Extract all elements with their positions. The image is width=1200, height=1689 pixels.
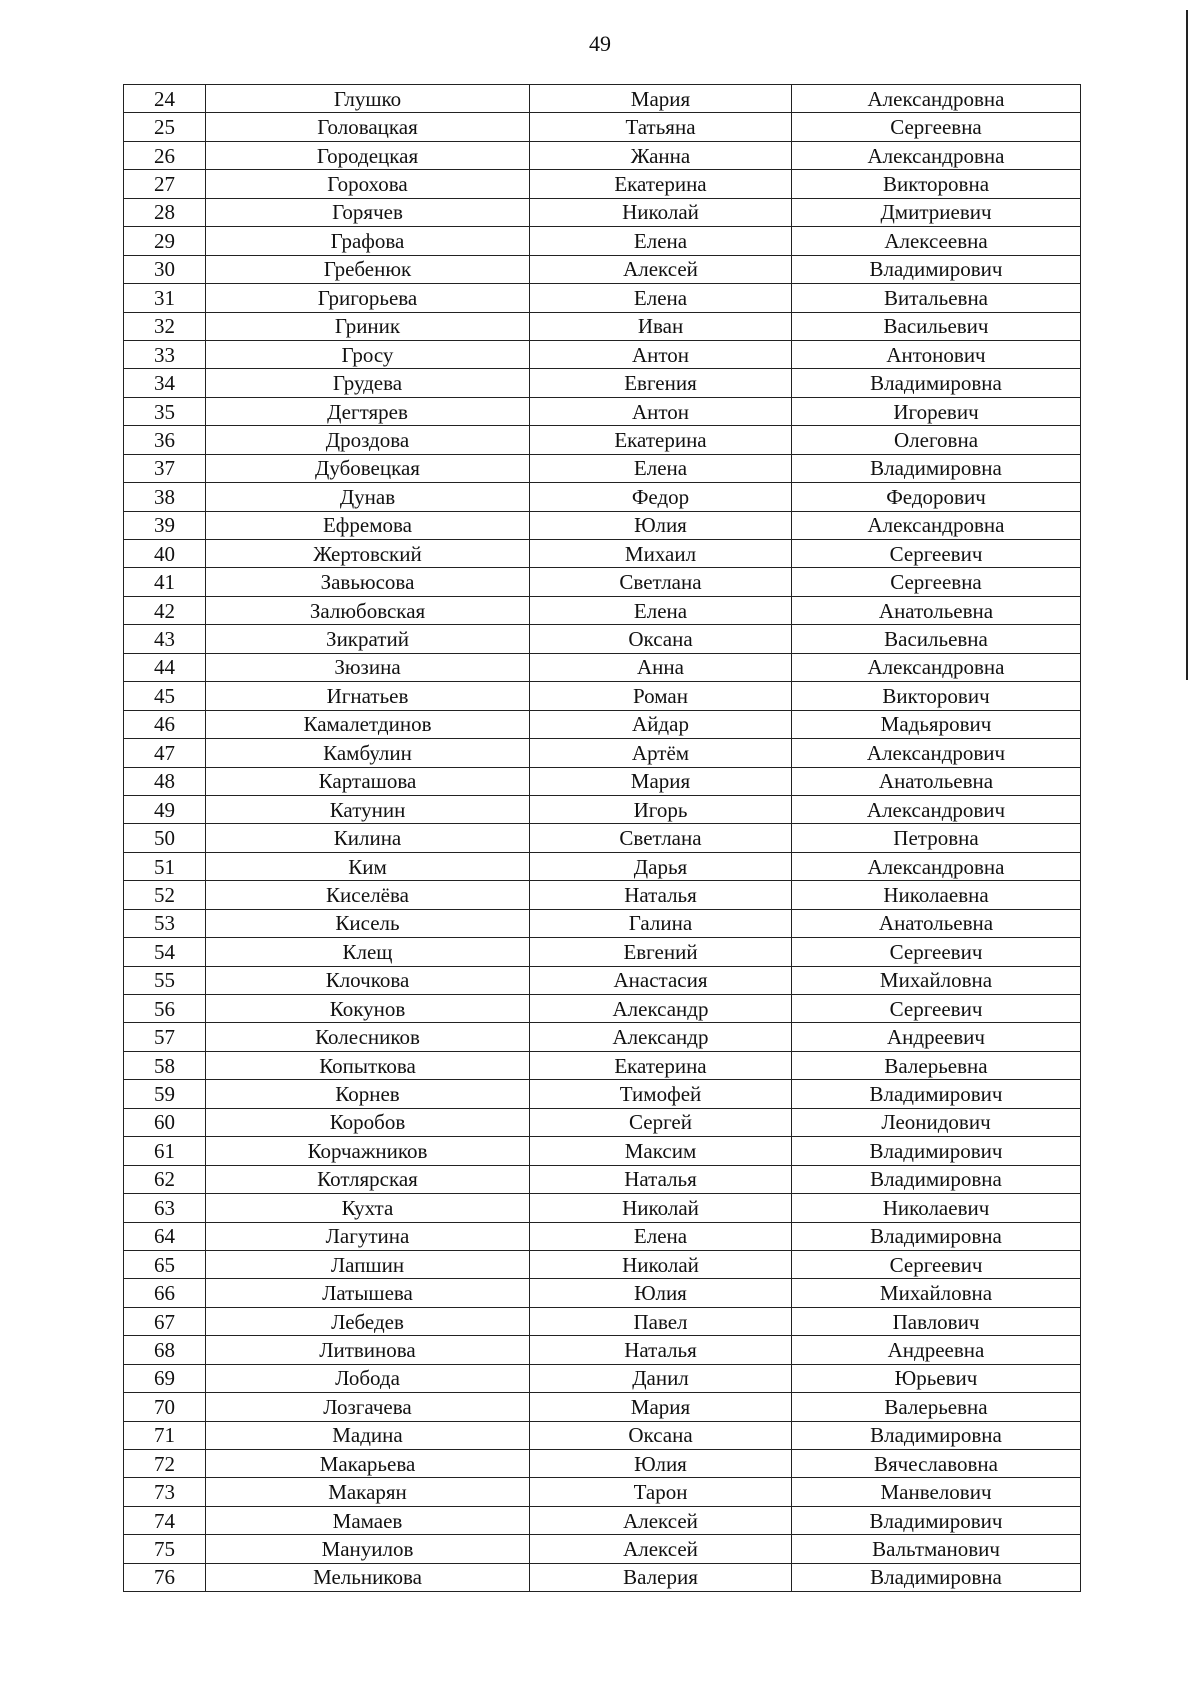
- patronymic-cell: Анатольевна: [792, 909, 1081, 937]
- table-row: [124, 1336, 1081, 1364]
- row-number-cell: 50: [124, 824, 206, 852]
- row-number-cell: 30: [124, 255, 206, 283]
- table-row: [124, 1450, 1081, 1478]
- table-row: [124, 540, 1081, 568]
- row-number-cell: 48: [124, 767, 206, 795]
- last-name-cell: Игнатьев: [206, 682, 530, 710]
- patronymic-cell: Васильевна: [792, 625, 1081, 653]
- table-row: [124, 1250, 1081, 1278]
- row-number-cell: 53: [124, 909, 206, 937]
- last-name-cell: Дегтярев: [206, 397, 530, 425]
- last-name-cell: Камалетдинов: [206, 710, 530, 738]
- first-name-cell: Екатерина: [530, 426, 792, 454]
- last-name-cell: Килина: [206, 824, 530, 852]
- last-name-cell: Карташова: [206, 767, 530, 795]
- table-row: [124, 1307, 1081, 1335]
- first-name-cell: Оксана: [530, 625, 792, 653]
- table-row: [124, 170, 1081, 198]
- last-name-cell: Колесников: [206, 1023, 530, 1051]
- table-row: [124, 312, 1081, 340]
- table-row: [124, 198, 1081, 226]
- first-name-cell: Александр: [530, 995, 792, 1023]
- first-name-cell: Мария: [530, 1393, 792, 1421]
- last-name-cell: Кухта: [206, 1194, 530, 1222]
- row-number-cell: 68: [124, 1336, 206, 1364]
- row-number-cell: 76: [124, 1563, 206, 1591]
- patronymic-cell: Владимировна: [792, 369, 1081, 397]
- table-row: [124, 1051, 1081, 1079]
- patronymic-cell: Владимирович: [792, 255, 1081, 283]
- table-row: [124, 568, 1081, 596]
- last-name-cell: Зикратий: [206, 625, 530, 653]
- first-name-cell: Мария: [530, 85, 792, 113]
- names-table: [123, 84, 1081, 1592]
- row-number-cell: 42: [124, 596, 206, 624]
- row-number-cell: 47: [124, 739, 206, 767]
- page-number: 49: [589, 31, 611, 56]
- table-row: [124, 653, 1081, 681]
- patronymic-cell: Васильевич: [792, 312, 1081, 340]
- patronymic-cell: Сергеевна: [792, 113, 1081, 141]
- table-row: [124, 824, 1081, 852]
- last-name-cell: Грудева: [206, 369, 530, 397]
- first-name-cell: Артём: [530, 739, 792, 767]
- table-row: [124, 938, 1081, 966]
- table-row: [124, 767, 1081, 795]
- patronymic-cell: Александровна: [792, 511, 1081, 539]
- first-name-cell: Светлана: [530, 824, 792, 852]
- row-number-cell: 57: [124, 1023, 206, 1051]
- first-name-cell: Екатерина: [530, 1051, 792, 1079]
- row-number-cell: 60: [124, 1108, 206, 1136]
- first-name-cell: Елена: [530, 284, 792, 312]
- table-row: [124, 625, 1081, 653]
- patronymic-cell: Александровна: [792, 653, 1081, 681]
- first-name-cell: Николай: [530, 198, 792, 226]
- row-number-cell: 74: [124, 1506, 206, 1534]
- first-name-cell: Елена: [530, 454, 792, 482]
- last-name-cell: Копыткова: [206, 1051, 530, 1079]
- patronymic-cell: Владимировна: [792, 454, 1081, 482]
- row-number-cell: 31: [124, 284, 206, 312]
- first-name-cell: Елена: [530, 1222, 792, 1250]
- patronymic-cell: Викторович: [792, 682, 1081, 710]
- patronymic-cell: Владимирович: [792, 1137, 1081, 1165]
- table-row: [124, 1478, 1081, 1506]
- row-number-cell: 55: [124, 966, 206, 994]
- table-row: [124, 852, 1081, 880]
- row-number-cell: 24: [124, 85, 206, 113]
- row-number-cell: 40: [124, 540, 206, 568]
- first-name-cell: Алексей: [530, 1535, 792, 1563]
- last-name-cell: Дроздова: [206, 426, 530, 454]
- last-name-cell: Жертовский: [206, 540, 530, 568]
- table-row: [124, 397, 1081, 425]
- first-name-cell: Наталья: [530, 1336, 792, 1364]
- last-name-cell: Кисель: [206, 909, 530, 937]
- table-row: [124, 1421, 1081, 1449]
- table-row: [124, 966, 1081, 994]
- last-name-cell: Дунав: [206, 483, 530, 511]
- last-name-cell: Дубовецкая: [206, 454, 530, 482]
- table-row: [124, 1279, 1081, 1307]
- patronymic-cell: Алексеевна: [792, 227, 1081, 255]
- last-name-cell: Городецкая: [206, 141, 530, 169]
- last-name-cell: Киселёва: [206, 881, 530, 909]
- table-row: [124, 511, 1081, 539]
- patronymic-cell: Николаевна: [792, 881, 1081, 909]
- first-name-cell: Тимофей: [530, 1080, 792, 1108]
- table-row: [124, 739, 1081, 767]
- first-name-cell: Алексей: [530, 255, 792, 283]
- table-row: [124, 596, 1081, 624]
- first-name-cell: Юлия: [530, 1279, 792, 1307]
- patronymic-cell: Владимировна: [792, 1222, 1081, 1250]
- first-name-cell: Наталья: [530, 881, 792, 909]
- last-name-cell: Ефремова: [206, 511, 530, 539]
- last-name-cell: Корнев: [206, 1080, 530, 1108]
- table-row: [124, 255, 1081, 283]
- table-row: [124, 1393, 1081, 1421]
- patronymic-cell: Андреевна: [792, 1336, 1081, 1364]
- row-number-cell: 46: [124, 710, 206, 738]
- last-name-cell: Макарьева: [206, 1450, 530, 1478]
- patronymic-cell: Сергеевич: [792, 1250, 1081, 1278]
- last-name-cell: Гребенюк: [206, 255, 530, 283]
- patronymic-cell: Владимировна: [792, 1563, 1081, 1591]
- row-number-cell: 59: [124, 1080, 206, 1108]
- patronymic-cell: Леонидович: [792, 1108, 1081, 1136]
- table-row: [124, 682, 1081, 710]
- table-row: [124, 1165, 1081, 1193]
- names-table-body: [124, 85, 1081, 1592]
- first-name-cell: Валерия: [530, 1563, 792, 1591]
- last-name-cell: Катунин: [206, 795, 530, 823]
- row-number-cell: 69: [124, 1364, 206, 1392]
- first-name-cell: Игорь: [530, 795, 792, 823]
- last-name-cell: Лозгачева: [206, 1393, 530, 1421]
- table-row: [124, 113, 1081, 141]
- last-name-cell: Корчажников: [206, 1137, 530, 1165]
- patronymic-cell: Антонович: [792, 340, 1081, 368]
- last-name-cell: Гросу: [206, 340, 530, 368]
- patronymic-cell: Витальевна: [792, 284, 1081, 312]
- patronymic-cell: Александровна: [792, 852, 1081, 880]
- row-number-cell: 25: [124, 113, 206, 141]
- table-row: [124, 1563, 1081, 1591]
- row-number-cell: 63: [124, 1194, 206, 1222]
- last-name-cell: Залюбовская: [206, 596, 530, 624]
- last-name-cell: Григорьева: [206, 284, 530, 312]
- row-number-cell: 72: [124, 1450, 206, 1478]
- patronymic-cell: Александрович: [792, 795, 1081, 823]
- last-name-cell: Клещ: [206, 938, 530, 966]
- first-name-cell: Александр: [530, 1023, 792, 1051]
- patronymic-cell: Михайловна: [792, 1279, 1081, 1307]
- last-name-cell: Мамаев: [206, 1506, 530, 1534]
- last-name-cell: Мануилов: [206, 1535, 530, 1563]
- table-row: [124, 1108, 1081, 1136]
- first-name-cell: Юлия: [530, 1450, 792, 1478]
- table-row: [124, 85, 1081, 113]
- row-number-cell: 28: [124, 198, 206, 226]
- first-name-cell: Татьяна: [530, 113, 792, 141]
- table-row: [124, 454, 1081, 482]
- first-name-cell: Юлия: [530, 511, 792, 539]
- first-name-cell: Мария: [530, 767, 792, 795]
- last-name-cell: Мадина: [206, 1421, 530, 1449]
- first-name-cell: Павел: [530, 1307, 792, 1335]
- first-name-cell: Анна: [530, 653, 792, 681]
- table-row: [124, 426, 1081, 454]
- last-name-cell: Зюзина: [206, 653, 530, 681]
- last-name-cell: Коробов: [206, 1108, 530, 1136]
- last-name-cell: Камбулин: [206, 739, 530, 767]
- table-row: [124, 227, 1081, 255]
- last-name-cell: Лапшин: [206, 1250, 530, 1278]
- row-number-cell: 35: [124, 397, 206, 425]
- last-name-cell: Лебедев: [206, 1307, 530, 1335]
- first-name-cell: Антон: [530, 397, 792, 425]
- patronymic-cell: Юрьевич: [792, 1364, 1081, 1392]
- row-number-cell: 38: [124, 483, 206, 511]
- table-row: [124, 483, 1081, 511]
- patronymic-cell: Вальтманович: [792, 1535, 1081, 1563]
- table-row: [124, 1535, 1081, 1563]
- table-row: [124, 1194, 1081, 1222]
- last-name-cell: Горохова: [206, 170, 530, 198]
- patronymic-cell: Николаевич: [792, 1194, 1081, 1222]
- last-name-cell: Гриник: [206, 312, 530, 340]
- patronymic-cell: Владимирович: [792, 1080, 1081, 1108]
- last-name-cell: Мельникова: [206, 1563, 530, 1591]
- table-row: [124, 1364, 1081, 1392]
- first-name-cell: Роман: [530, 682, 792, 710]
- row-number-cell: 39: [124, 511, 206, 539]
- first-name-cell: Анастасия: [530, 966, 792, 994]
- first-name-cell: Николай: [530, 1250, 792, 1278]
- row-number-cell: 51: [124, 852, 206, 880]
- last-name-cell: Латышева: [206, 1279, 530, 1307]
- first-name-cell: Елена: [530, 227, 792, 255]
- row-number-cell: 29: [124, 227, 206, 255]
- last-name-cell: Ким: [206, 852, 530, 880]
- table-row: [124, 1222, 1081, 1250]
- row-number-cell: 71: [124, 1421, 206, 1449]
- patronymic-cell: Петровна: [792, 824, 1081, 852]
- first-name-cell: Евгений: [530, 938, 792, 966]
- row-number-cell: 27: [124, 170, 206, 198]
- row-number-cell: 58: [124, 1051, 206, 1079]
- patronymic-cell: Олеговна: [792, 426, 1081, 454]
- last-name-cell: Клочкова: [206, 966, 530, 994]
- patronymic-cell: Владимирович: [792, 1506, 1081, 1534]
- first-name-cell: Антон: [530, 340, 792, 368]
- table-row: [124, 369, 1081, 397]
- first-name-cell: Екатерина: [530, 170, 792, 198]
- table-row: [124, 995, 1081, 1023]
- patronymic-cell: Сергеевич: [792, 938, 1081, 966]
- first-name-cell: Галина: [530, 909, 792, 937]
- row-number-cell: 49: [124, 795, 206, 823]
- row-number-cell: 41: [124, 568, 206, 596]
- first-name-cell: Жанна: [530, 141, 792, 169]
- first-name-cell: Максим: [530, 1137, 792, 1165]
- first-name-cell: Дарья: [530, 852, 792, 880]
- row-number-cell: 73: [124, 1478, 206, 1506]
- row-number-cell: 52: [124, 881, 206, 909]
- table-row: [124, 1506, 1081, 1534]
- table-row: [124, 1023, 1081, 1051]
- first-name-cell: Елена: [530, 596, 792, 624]
- row-number-cell: 66: [124, 1279, 206, 1307]
- row-number-cell: 36: [124, 426, 206, 454]
- patronymic-cell: Анатольевна: [792, 596, 1081, 624]
- row-number-cell: 45: [124, 682, 206, 710]
- first-name-cell: Светлана: [530, 568, 792, 596]
- table-row: [124, 881, 1081, 909]
- patronymic-cell: Валерьевна: [792, 1051, 1081, 1079]
- patronymic-cell: Федорович: [792, 483, 1081, 511]
- patronymic-cell: Манвелович: [792, 1478, 1081, 1506]
- patronymic-cell: Вячеславовна: [792, 1450, 1081, 1478]
- last-name-cell: Лагутина: [206, 1222, 530, 1250]
- first-name-cell: Иван: [530, 312, 792, 340]
- patronymic-cell: Сергеевич: [792, 540, 1081, 568]
- patronymic-cell: Александровна: [792, 85, 1081, 113]
- row-number-cell: 33: [124, 340, 206, 368]
- patronymic-cell: Сергеевна: [792, 568, 1081, 596]
- patronymic-cell: Игоревич: [792, 397, 1081, 425]
- patronymic-cell: Владимировна: [792, 1165, 1081, 1193]
- first-name-cell: Данил: [530, 1364, 792, 1392]
- first-name-cell: Николай: [530, 1194, 792, 1222]
- patronymic-cell: Анатольевна: [792, 767, 1081, 795]
- patronymic-cell: Михайловна: [792, 966, 1081, 994]
- table-row: [124, 795, 1081, 823]
- last-name-cell: Котлярская: [206, 1165, 530, 1193]
- row-number-cell: 32: [124, 312, 206, 340]
- first-name-cell: Наталья: [530, 1165, 792, 1193]
- first-name-cell: Евгения: [530, 369, 792, 397]
- first-name-cell: Айдар: [530, 710, 792, 738]
- first-name-cell: Федор: [530, 483, 792, 511]
- last-name-cell: Графова: [206, 227, 530, 255]
- patronymic-cell: Владимировна: [792, 1421, 1081, 1449]
- first-name-cell: Тарон: [530, 1478, 792, 1506]
- first-name-cell: Сергей: [530, 1108, 792, 1136]
- last-name-cell: Макарян: [206, 1478, 530, 1506]
- table-row: [124, 710, 1081, 738]
- first-name-cell: Оксана: [530, 1421, 792, 1449]
- table-row: [124, 1137, 1081, 1165]
- row-number-cell: 26: [124, 141, 206, 169]
- patronymic-cell: Александровна: [792, 141, 1081, 169]
- margin-rule: [1186, 10, 1188, 680]
- row-number-cell: 75: [124, 1535, 206, 1563]
- patronymic-cell: Сергеевич: [792, 995, 1081, 1023]
- last-name-cell: Лобода: [206, 1364, 530, 1392]
- row-number-cell: 56: [124, 995, 206, 1023]
- table-row: [124, 909, 1081, 937]
- first-name-cell: Михаил: [530, 540, 792, 568]
- row-number-cell: 64: [124, 1222, 206, 1250]
- patronymic-cell: Павлович: [792, 1307, 1081, 1335]
- row-number-cell: 54: [124, 938, 206, 966]
- last-name-cell: Горячев: [206, 198, 530, 226]
- row-number-cell: 34: [124, 369, 206, 397]
- row-number-cell: 67: [124, 1307, 206, 1335]
- last-name-cell: Кокунов: [206, 995, 530, 1023]
- last-name-cell: Головацкая: [206, 113, 530, 141]
- patronymic-cell: Дмитриевич: [792, 198, 1081, 226]
- patronymic-cell: Александрович: [792, 739, 1081, 767]
- first-name-cell: Алексей: [530, 1506, 792, 1534]
- table-row: [124, 284, 1081, 312]
- row-number-cell: 43: [124, 625, 206, 653]
- patronymic-cell: Мадьярович: [792, 710, 1081, 738]
- table-row: [124, 1080, 1081, 1108]
- row-number-cell: 37: [124, 454, 206, 482]
- row-number-cell: 44: [124, 653, 206, 681]
- last-name-cell: Завьюсова: [206, 568, 530, 596]
- table-row: [124, 141, 1081, 169]
- patronymic-cell: Валерьевна: [792, 1393, 1081, 1421]
- last-name-cell: Литвинова: [206, 1336, 530, 1364]
- row-number-cell: 62: [124, 1165, 206, 1193]
- row-number-cell: 65: [124, 1250, 206, 1278]
- last-name-cell: Глушко: [206, 85, 530, 113]
- table-row: [124, 340, 1081, 368]
- row-number-cell: 70: [124, 1393, 206, 1421]
- row-number-cell: 61: [124, 1137, 206, 1165]
- patronymic-cell: Викторовна: [792, 170, 1081, 198]
- patronymic-cell: Андреевич: [792, 1023, 1081, 1051]
